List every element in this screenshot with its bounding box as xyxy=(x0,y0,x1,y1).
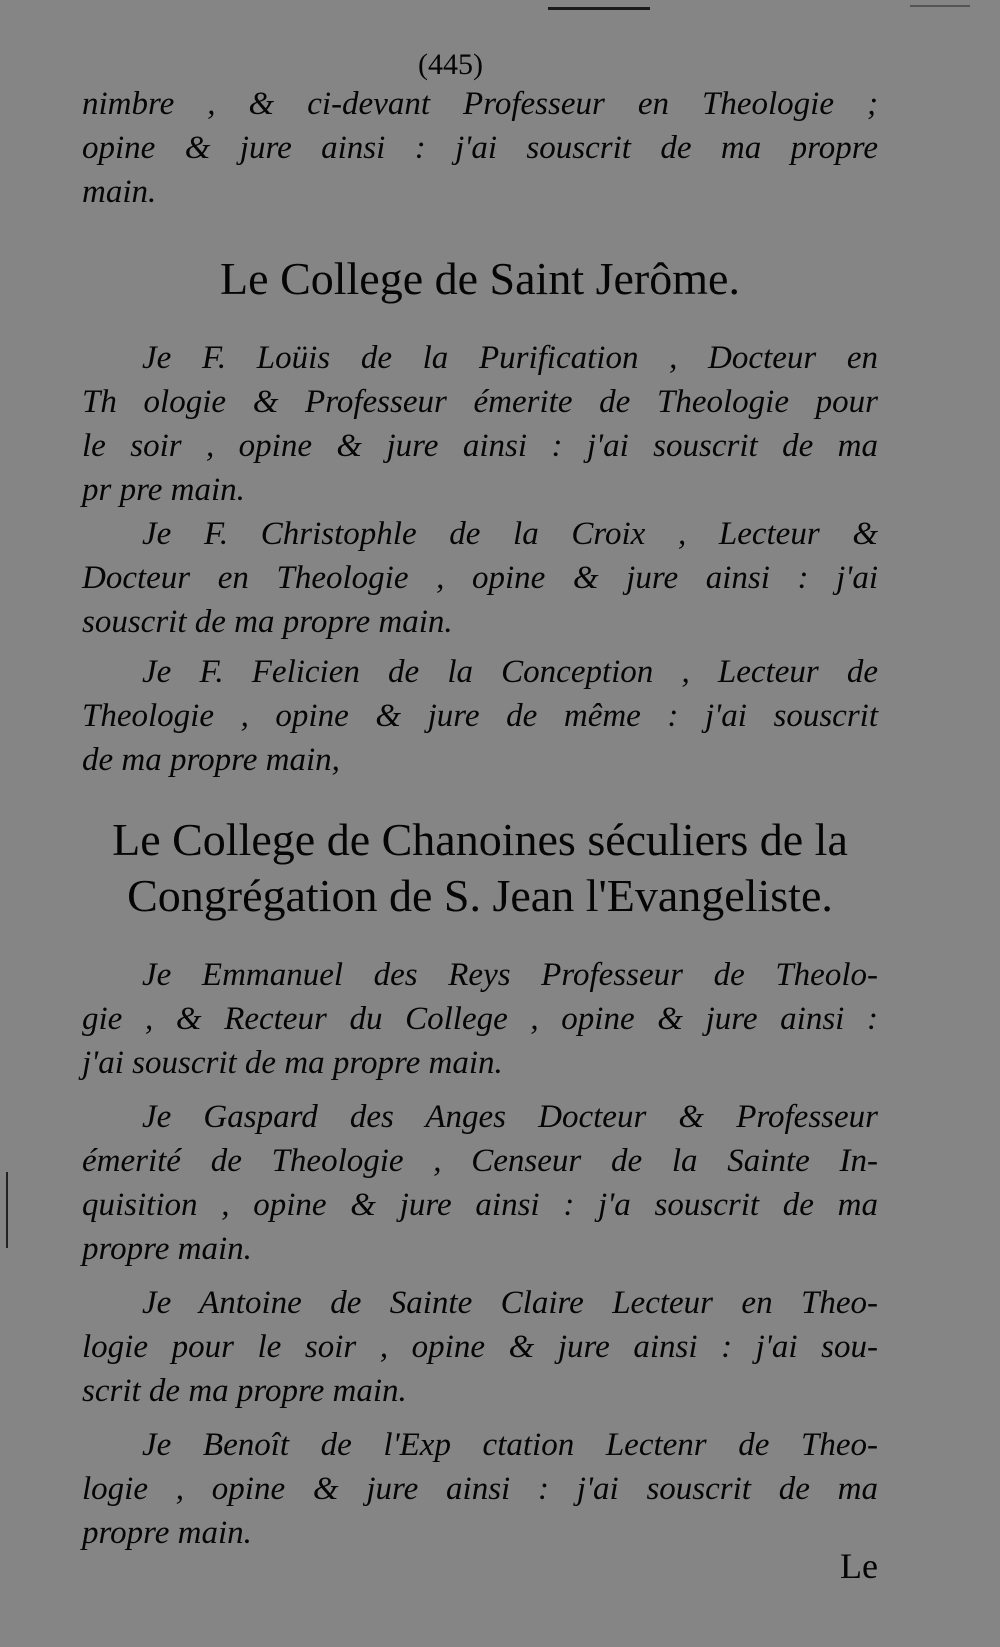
signature-paragraph xyxy=(82,1095,878,1271)
text-line: gie , & Recteur du College , opine & jure ainsi : xyxy=(82,1001,878,1037)
section-1-body xyxy=(82,336,878,782)
text-line: Docteur en Theologie , opine & jure ainsi : j'ai xyxy=(82,560,878,596)
signature-paragraph xyxy=(82,1281,878,1413)
text-line: propre main. xyxy=(82,1515,252,1551)
text-line: propre main. xyxy=(82,1231,252,1267)
text-line: Je F. Loüis de la Purification , Docteur en xyxy=(142,340,878,376)
top-rule-right xyxy=(910,5,970,7)
heading-line: Congrégation de S. Jean l'Evangeliste. xyxy=(127,870,833,921)
text-line: Je Emmanuel des Reys Professeur de Theolo- xyxy=(142,957,878,993)
text-line: Je Benoît de l'Exp ctation Lectenr de Theo- xyxy=(142,1427,878,1463)
margin-mark xyxy=(6,1172,8,1248)
signature-paragraph xyxy=(82,336,878,512)
section-2-body xyxy=(82,953,878,1555)
text-line: Theologie , opine & jure de même : j'ai souscrit xyxy=(82,698,878,734)
text-line: émerité de Theologie , Censeur de la Sainte In- xyxy=(82,1143,878,1179)
text-line: main. xyxy=(82,174,157,210)
section-heading: Le College de Saint Jerôme. xyxy=(220,253,740,304)
text-line: j'ai souscrit de ma propre main. xyxy=(82,1045,503,1081)
text-line: quisition , opine & jure ainsi : j'a souscrit de ma xyxy=(82,1187,878,1223)
section-heading xyxy=(82,812,878,924)
text-line: le soir , opine & jure ainsi : j'ai souscrit de ma xyxy=(82,428,878,464)
signature-paragraph xyxy=(82,1423,878,1555)
text-line: opine & jure ainsi : j'ai souscrit de ma propre xyxy=(82,130,878,166)
text-line: de ma propre main, xyxy=(82,742,340,778)
signature-paragraph xyxy=(82,650,878,782)
signature-paragraph xyxy=(82,953,878,1085)
text-line: Je Gaspard des Anges Docteur & Professeur xyxy=(142,1099,878,1135)
text-line: scrit de ma propre main. xyxy=(82,1373,407,1409)
text-line: Th ologie & Professeur émerite de Theologie pour xyxy=(82,384,878,420)
text-line: Je F. Felicien de la Conception , Lecteur de xyxy=(142,654,878,690)
signature-paragraph xyxy=(82,512,878,644)
catchword: Le xyxy=(840,1546,878,1586)
text-line: nimbre , & ci-devant Professeur en Theologie ; xyxy=(82,86,878,122)
intro-paragraph xyxy=(82,82,878,214)
page-number: (445) xyxy=(418,48,483,81)
text-line: Je F. Christophle de la Croix , Lecteur & xyxy=(142,516,878,552)
text-line: Je Antoine de Sainte Claire Lecteur en Theo- xyxy=(142,1285,878,1321)
top-rule xyxy=(548,7,650,10)
text-line: pr pre main. xyxy=(82,472,245,508)
heading-line: Le College de Chanoines séculiers de la xyxy=(112,814,848,865)
text-line: logie pour le soir , opine & jure ainsi : j'ai sou- xyxy=(82,1329,878,1365)
text-line: souscrit de ma propre main. xyxy=(82,604,453,640)
text-line: logie , opine & jure ainsi : j'ai souscrit de ma xyxy=(82,1471,878,1507)
